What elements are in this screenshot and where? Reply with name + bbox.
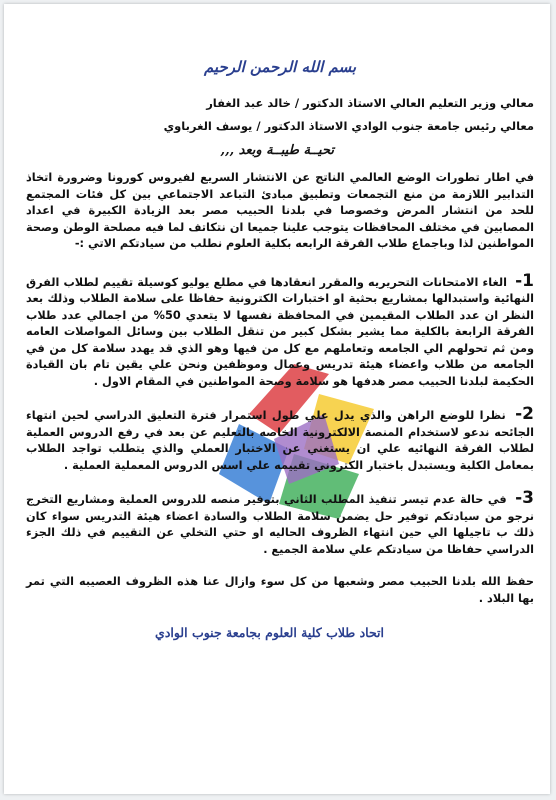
greeting: تحيــة طيبــة وبعد ,,,	[220, 143, 334, 158]
recipient-university-president: معالي رئيس جامعة جنوب الوادي الاستاذ الدكتور / يوسف الغرباوي	[163, 119, 534, 133]
letter-body	[26, 50, 534, 640]
request-number: 1-	[515, 270, 534, 291]
closing-paragraph: حفظ الله بلدنا الحبيب مصر وشعبها من كل سوء وازال عنا هذه الظروف العصيبه التي تمر بها البلاد .	[26, 575, 534, 605]
signature: اتحاد طلاب كلية العلوم بجامعة جنوب الوادي	[155, 625, 384, 640]
request-text: نظرا للوضع الراهن والذي يدل علي طول استمرار فترة التعليق الدراسي لحين انتهاء الجائحه ندعو لاستخدام المنصة الالكترونية الخاصه بالتعليم عن بعد في رفع الدروس العملية لطلاب الفرقة النهائيه علي ان يستغني عن الاختبار العملي والذي يتطلب تواجد الطلاب بمعامل الكلية ويستبدل باختبار الكتروني تقييمه علي اسس الدروس المعملية العملية .	[26, 409, 534, 472]
document-page	[4, 4, 550, 794]
request-item	[26, 406, 534, 474]
request-text: في حالة عدم تيسر تنفيذ المطلب الثاني بتوفير منصه للدروس العملية ومشاريع التخرج نرجو من سيادتكم توفير حل يضمن سلامة الطلاب والسادة اعضاء هيئة التدريس سواء كان ذلك ب تاجيلها الي حين انتهاء الظروف الحاليه او حتي التخلي عن التقييم في ذلك الجزء الدراسي حفاظا من سيادتكم علي سلامة الجميع .	[26, 493, 534, 556]
request-number: 2-	[515, 404, 534, 424]
request-item	[26, 270, 534, 391]
basmala-heading: بسم الله الرحمن الرحيم	[203, 58, 357, 76]
intro-paragraph: في اطار تطورات الوضع العالمي الناتج عن الانتشار السريع لفيروس كورونا وضرورة اتخاذ التدابير اللازمة من منع التجمعات وتطبيق مبادئ التباعد الاجتماعي بين كل فئات المجتمع للحد من انتشار المرض وخصوصا في بلدنا الحبيب مصر بعد الزيادة الكبيرة في اعداد المصابين في مختلف المحافظات يتوجب علينا جميعا ان نتكاتف لما فيه مصلحة الوطن وصحة المواطنين لذا وباجماع طلاب الفرقة الرابعه بكلية العلوم نطلب من سيادتكم الاتي :-	[26, 171, 534, 250]
request-number: 3-	[515, 488, 534, 508]
recipient-minister: معالي وزير التعليم العالي الاستاذ الدكتور / خالد عبد الغفار	[206, 96, 534, 110]
request-item	[26, 490, 534, 558]
request-text: الغاء الامتحانات التحريريه والمقرر انعقادها في مطلع يوليو كوسيلة تقييم لطلاب الفرق النهائية واستبدالها بمشاريع بحثية او اختبارات الكترونية حفاظا على سلامة الطلاب وذلك بعد النظر ان عدد الطلاب المقيمين في المحافظة نفسها لا يتعدي 50% من اجمالي عدد طلاب الفرقة الرابعة بالكلية مما يشير بشكل كبير من تنقل الطلاب بين وسائل المواصلات العامه ومن ثم تحولهم الي الجامعه وتعاملهم مع كل من فيها وهو الذي قد يهدد سلامة كل من في الجامعه من طلاب واعضاء هيئة تدريس وعمال وموظفين ونحن علي يقين تام بان القيادة الحكيمة لبلدنا الحبيب مصر هدفها هو سلامة وصحة المواطنين في المقام الاول .	[26, 275, 534, 388]
